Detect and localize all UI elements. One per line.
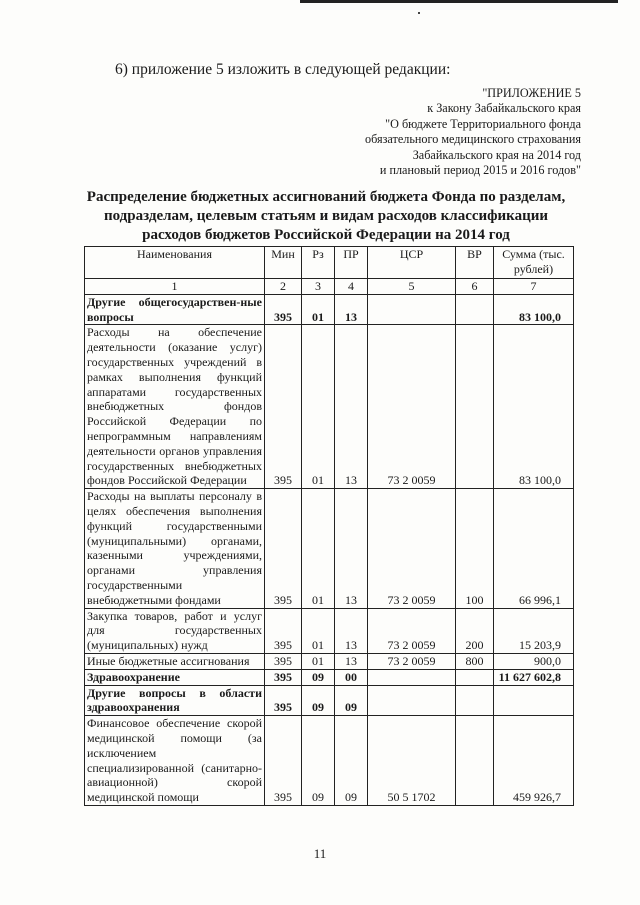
header-vr: ВР [456, 247, 494, 279]
row-rz: 09 [302, 685, 335, 716]
table-row [85, 669, 574, 685]
column-number: 1 [85, 279, 265, 295]
table-row [85, 294, 574, 325]
row-name: Иные бюджетные ассигнования [85, 653, 265, 669]
row-min: 395 [265, 716, 302, 806]
column-number: 4 [335, 279, 368, 295]
row-pr: 13 [335, 294, 368, 325]
row-pr: 13 [335, 325, 368, 489]
row-vr: 800 [456, 653, 494, 669]
row-min: 395 [265, 325, 302, 489]
table-row [85, 716, 574, 806]
column-number: 2 [265, 279, 302, 295]
row-name: Другие вопросы в области здравоохранения [85, 685, 265, 716]
intro-text: 6) приложение 5 изложить в следующей редакции: [115, 61, 451, 78]
row-sum: 15 203,9 [494, 608, 574, 653]
row-sum: 83 100,0 [494, 325, 574, 489]
row-sum [494, 685, 574, 716]
appendix-line: "ПРИЛОЖЕНИЕ 5 [482, 86, 581, 100]
row-min: 395 [265, 669, 302, 685]
table-row [85, 653, 574, 669]
table-row [85, 608, 574, 653]
row-pr: 09 [335, 685, 368, 716]
header-min: Мин [265, 247, 302, 279]
row-csr [368, 294, 456, 325]
row-rz: 01 [302, 608, 335, 653]
budget-table [84, 246, 574, 806]
row-pr: 00 [335, 669, 368, 685]
row-rz: 09 [302, 669, 335, 685]
row-rz: 09 [302, 716, 335, 806]
table-row [85, 325, 574, 489]
top-edge-line [300, 0, 618, 3]
row-min: 395 [265, 653, 302, 669]
row-sum: 11 627 602,8 [494, 669, 574, 685]
row-csr: 73 2 0059 [368, 608, 456, 653]
appendix-line: обязательного медицинского страхования [365, 132, 581, 147]
row-min: 395 [265, 685, 302, 716]
row-csr [368, 669, 456, 685]
document-title [70, 188, 582, 245]
row-rz: 01 [302, 294, 335, 325]
row-sum: 459 926,7 [494, 716, 574, 806]
row-pr: 13 [335, 608, 368, 653]
header-rz: Рз [302, 247, 335, 279]
row-name: Расходы на выплаты персоналу в целях обеспечения выполнения функций государственными (муниципальными) органами, казенными учреждениями, органами управления государственными внебюджетными фондами [85, 489, 265, 608]
page-number: 11 [313, 846, 327, 861]
row-vr [456, 685, 494, 716]
header-name: Наименования [85, 247, 265, 279]
row-sum: 900,0 [494, 653, 574, 669]
title-line: подразделам, целевым статьям и видам расходов классификации [103, 208, 549, 224]
row-name: Расходы на обеспечение деятельности (оказание услуг) государственных учреждений в рамках выполнения функций аппаратами государственных внебюджетных фондов Российской Федерации по непрограммным направлениям деятельности органов управления государственных внебюджетных фондов Российской Федерации [85, 325, 265, 489]
row-min: 395 [265, 489, 302, 608]
column-number: 6 [456, 279, 494, 295]
row-csr: 73 2 0059 [368, 653, 456, 669]
column-number: 5 [368, 279, 456, 295]
row-vr [456, 669, 494, 685]
row-vr [456, 716, 494, 806]
row-pr: 13 [335, 489, 368, 608]
row-vr [456, 325, 494, 489]
row-rz: 01 [302, 325, 335, 489]
row-min: 395 [265, 608, 302, 653]
column-number: 3 [302, 279, 335, 295]
row-vr [456, 294, 494, 325]
appendix-line: Забайкальского края на 2014 год [412, 147, 581, 162]
row-csr [368, 685, 456, 716]
scan-speck [418, 12, 420, 14]
appendix-line: и плановый период 2015 и 2016 годов" [379, 163, 581, 178]
row-name: Закупка товаров, работ и услуг для государственных (муниципальных) нужд [85, 608, 265, 653]
row-csr: 50 5 1702 [368, 716, 456, 806]
appendix-line: к Закону Забайкальского края [427, 101, 581, 116]
header-sum: Сумма (тыс. рублей) [494, 247, 574, 279]
row-pr: 13 [335, 653, 368, 669]
row-sum: 66 996,1 [494, 489, 574, 608]
row-min: 395 [265, 294, 302, 325]
appendix-header [281, 86, 581, 178]
title-line: Распределение бюджетных ассигнований бюджета Фонда по разделам, [86, 189, 566, 205]
row-name: Другие общегосударствен-ные вопросы [85, 294, 265, 325]
row-sum: 83 100,0 [494, 294, 574, 325]
row-name: Здравоохранение [85, 669, 265, 685]
row-csr: 73 2 0059 [368, 325, 456, 489]
table-row [85, 489, 574, 608]
table-row [85, 685, 574, 716]
header-csr: ЦСР [368, 247, 456, 279]
row-name: Финансовое обеспечение скорой медицинской помощи (за исключением специализированной (санитарно-авиационной) скорой медицинской помощи [85, 716, 265, 806]
row-rz: 01 [302, 489, 335, 608]
title-line: расходов бюджетов Российской Федерации на 2014 год [142, 227, 510, 243]
header-pr: ПР [335, 247, 368, 279]
row-vr: 200 [456, 608, 494, 653]
row-csr: 73 2 0059 [368, 489, 456, 608]
column-number: 7 [494, 279, 574, 295]
row-rz: 01 [302, 653, 335, 669]
row-pr: 09 [335, 716, 368, 806]
appendix-line: "О бюджете Территориального фонда [385, 116, 581, 131]
row-vr: 100 [456, 489, 494, 608]
